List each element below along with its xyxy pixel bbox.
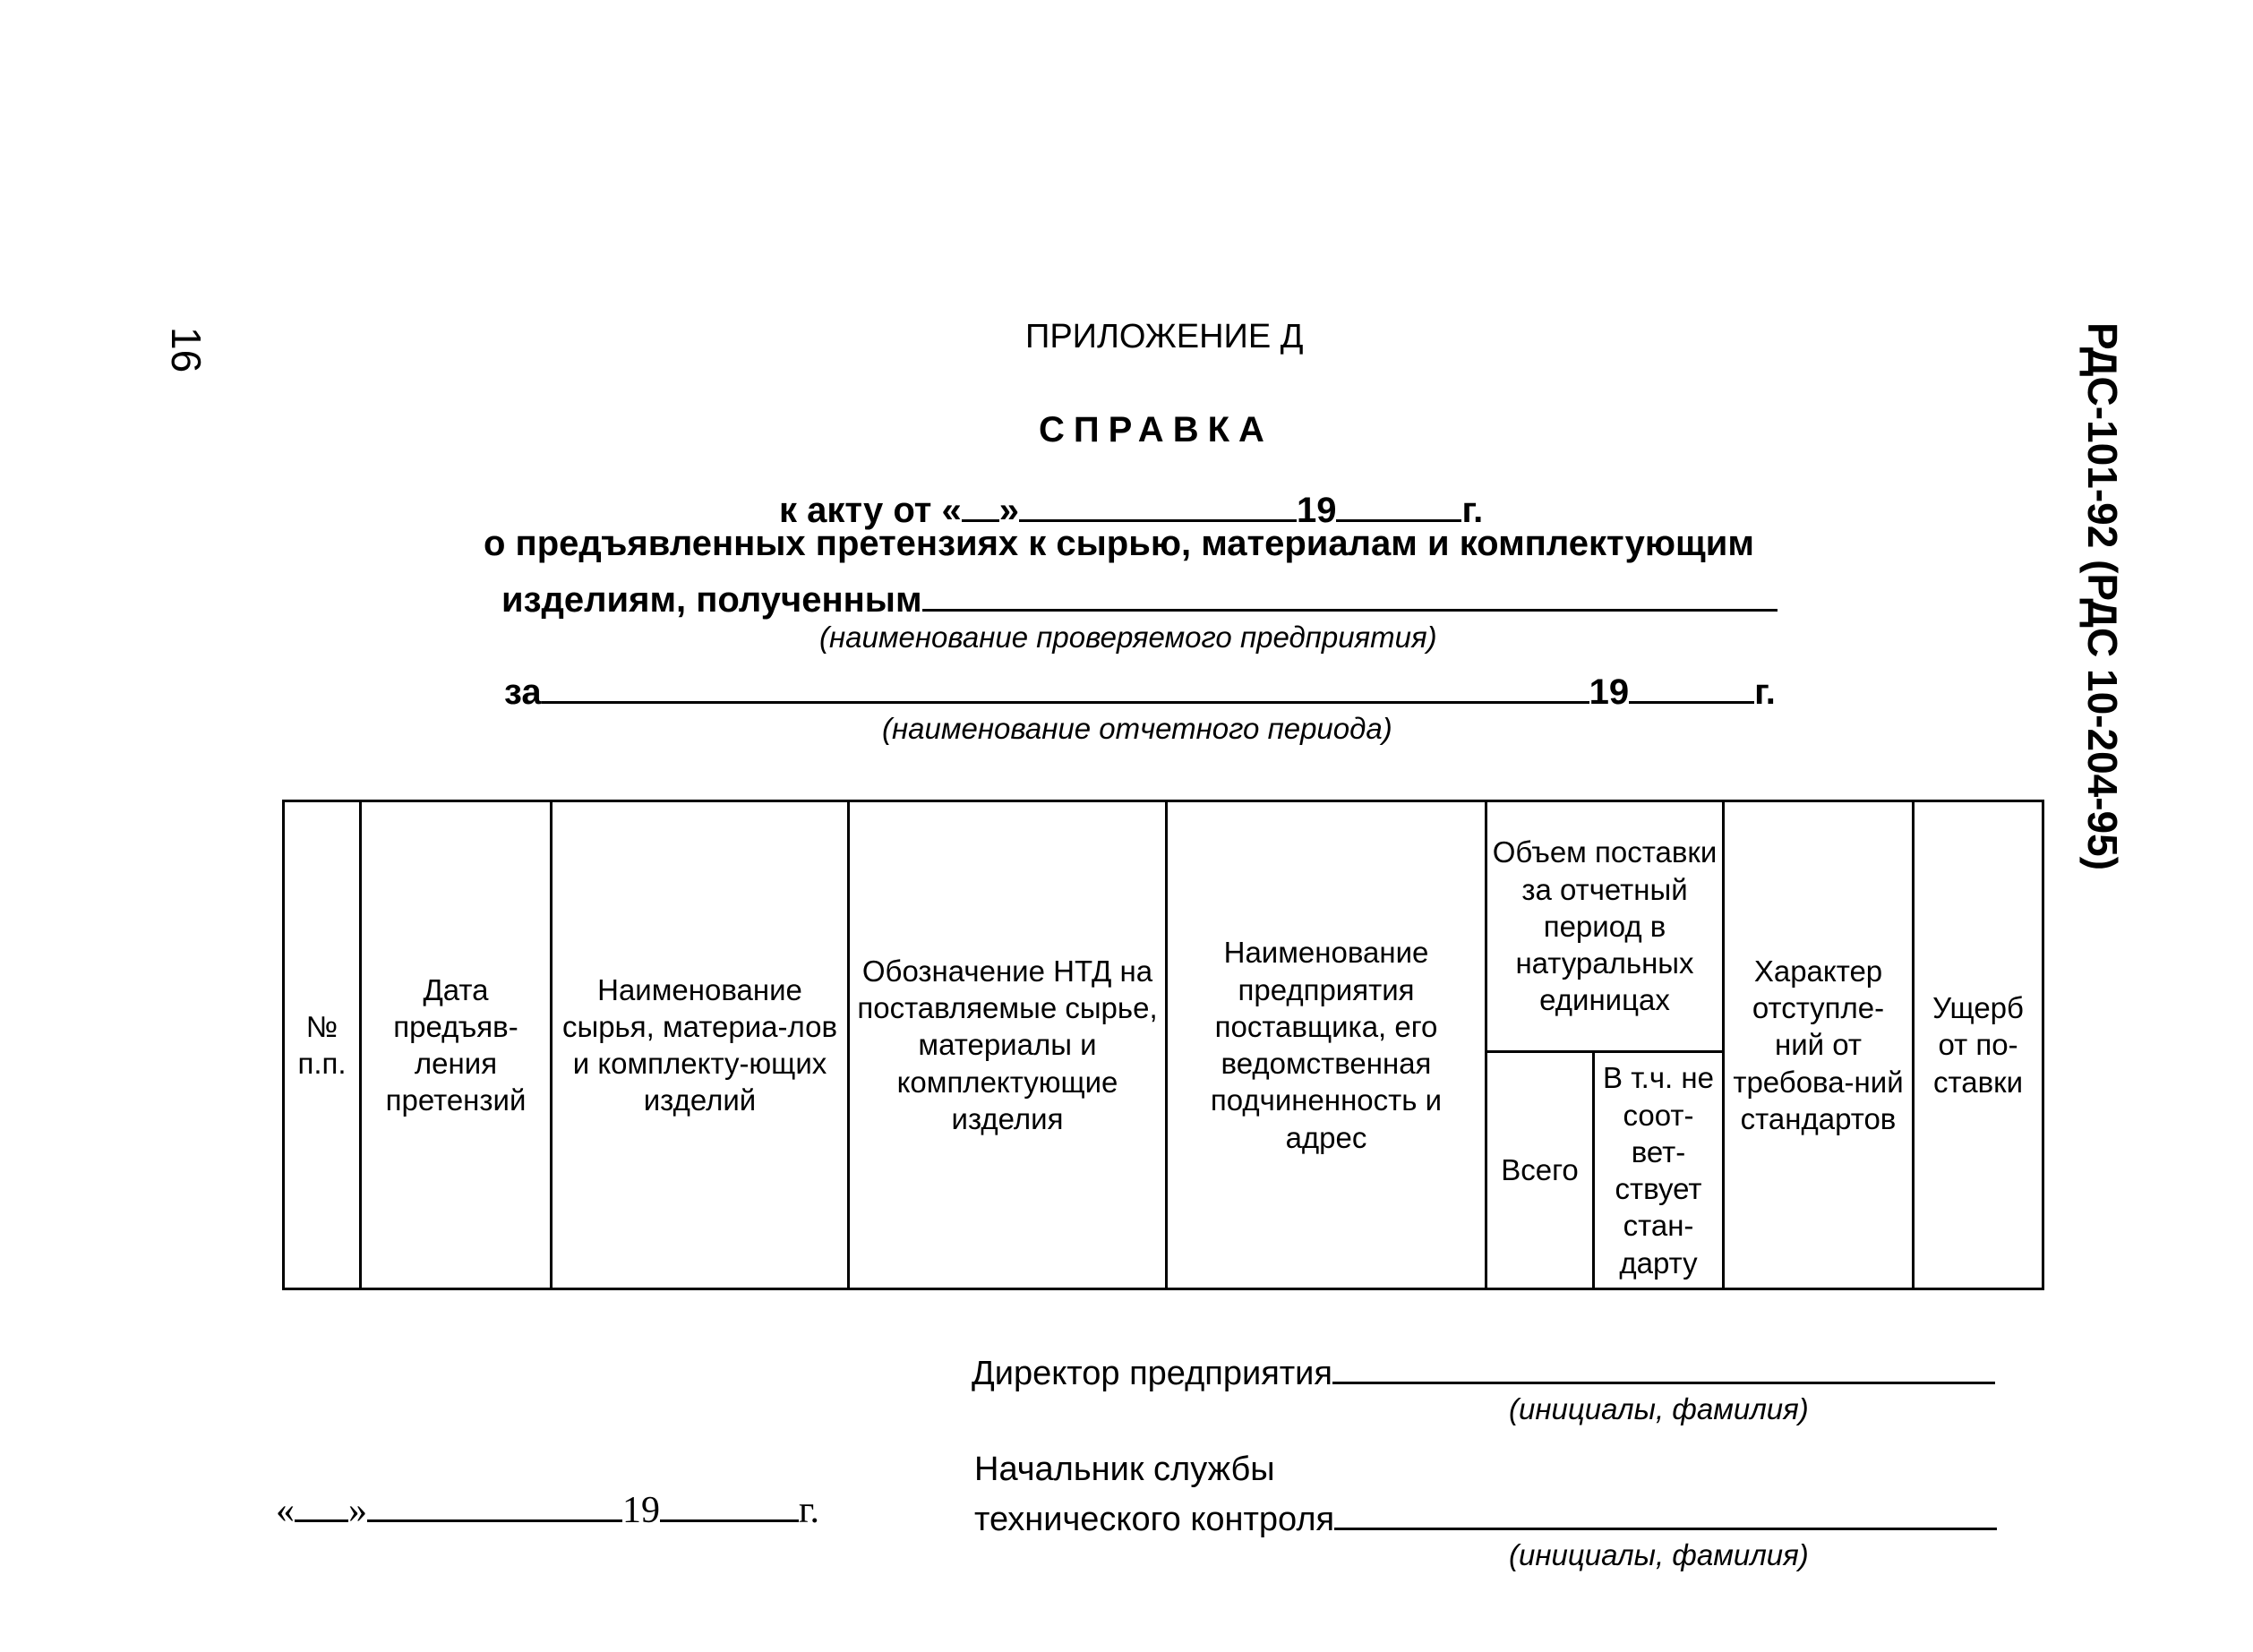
- enterprise-blank[interactable]: [922, 573, 1778, 612]
- col-header-volume: Объем поставки за отчетный период в натуральных единицах: [1486, 801, 1724, 1052]
- col-header-damage: Ущерб от по-ставки: [1914, 801, 2043, 1289]
- products-prefix: изделиям, полученным: [501, 580, 922, 620]
- date-quote-open: «: [276, 1490, 295, 1531]
- period-year-blank[interactable]: [1629, 665, 1754, 704]
- period-note: (наименование отчетного периода): [882, 712, 1392, 745]
- period-blank[interactable]: [542, 665, 1589, 704]
- products-line: [501, 573, 1778, 621]
- date-year-blank[interactable]: [660, 1482, 799, 1522]
- qc-signature-line: [974, 1494, 1997, 1539]
- document-code: РДС-101-92 (РДС 10-204-95): [2079, 322, 2126, 871]
- col-header-volume-nonconforming: В т.ч. не соот-вет-ствует стан-дарту: [1594, 1052, 1724, 1289]
- act-prefix: к акту от «: [779, 491, 962, 530]
- qc-label-line1: Начальник службы: [974, 1451, 1275, 1488]
- col-header-material-name: Наименование сырья, материа-лов и комплекту-ющих изделий: [552, 801, 849, 1289]
- director-label: Директор предприятия: [972, 1355, 1332, 1392]
- page-number: 16: [163, 327, 210, 373]
- col-header-volume-total: Всего: [1486, 1052, 1594, 1289]
- col-header-deviation: Характер отступле-ний от требова-ний стандартов: [1724, 801, 1914, 1289]
- enterprise-note: (наименование проверяемого предприятия): [819, 621, 1437, 654]
- period-line: [504, 665, 1776, 713]
- date-day-blank[interactable]: [295, 1482, 348, 1522]
- col-header-ntd: Обозначение НТД на поставляемые сырье, материалы и комплектующие изделия: [849, 801, 1167, 1289]
- date-year-suffix: г.: [799, 1490, 819, 1531]
- act-quote-close: »: [998, 491, 1019, 530]
- qc-label-line2: технического контроля: [974, 1501, 1335, 1538]
- col-header-claim-date: Дата предъяв-ления претензий: [361, 801, 552, 1289]
- signature-date-line: [276, 1482, 819, 1532]
- date-quote-close: »: [348, 1490, 367, 1531]
- director-signature-line: [972, 1348, 1995, 1393]
- director-blank[interactable]: [1332, 1348, 1995, 1384]
- col-header-number: № п.п.: [284, 801, 361, 1289]
- date-month-blank[interactable]: [367, 1482, 622, 1522]
- director-note: (инициалы, фамилия): [1509, 1392, 1809, 1425]
- act-month-blank[interactable]: [1019, 484, 1297, 522]
- col-header-supplier: Наименование предприятия поставщика, его ведомственная подчиненность и адрес: [1167, 801, 1486, 1289]
- period-year-suffix: г.: [1754, 672, 1776, 712]
- claims-line: о предъявленных претензиях к сырью, материалам и комплектующим: [484, 524, 1754, 563]
- date-year-prefix: 19: [622, 1490, 660, 1531]
- period-prefix: за: [504, 672, 542, 712]
- claims-table: [282, 800, 2044, 1290]
- act-year-blank[interactable]: [1336, 484, 1461, 522]
- qc-note: (инициалы, фамилия): [1509, 1538, 1809, 1571]
- qc-blank[interactable]: [1334, 1494, 1997, 1530]
- period-year-prefix: 19: [1589, 672, 1630, 712]
- document-title: СПРАВКА: [1039, 410, 1273, 449]
- appendix-label: ПРИЛОЖЕНИЕ Д: [1025, 318, 1304, 355]
- act-year-prefix: 19: [1296, 491, 1337, 530]
- act-year-suffix: г.: [1461, 491, 1484, 530]
- act-day-blank[interactable]: [962, 484, 999, 522]
